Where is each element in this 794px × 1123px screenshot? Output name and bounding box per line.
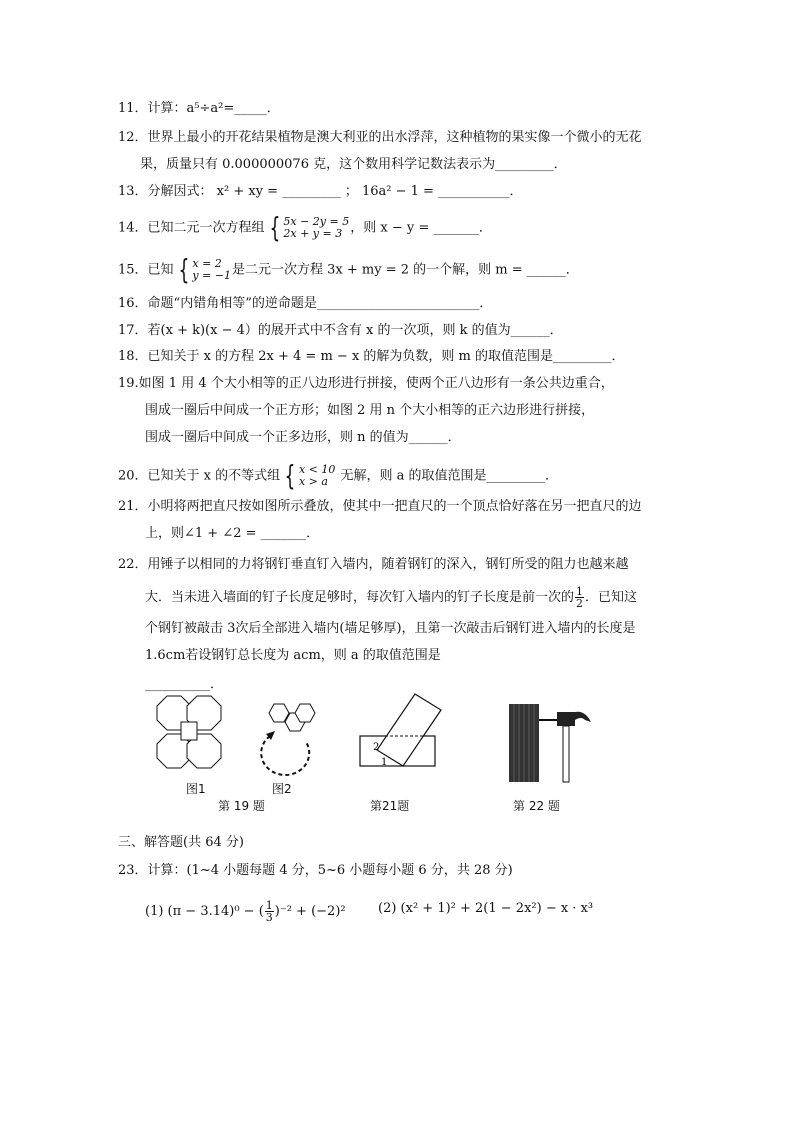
- question-22-line2-pre: 大．当未进入墙面的钉子长度足够时，每次钉入墙内的钉子长度是前一次的: [145, 590, 575, 605]
- question-14: [118, 211, 492, 244]
- question-14-pre: 14．已知二元一次方程组: [118, 220, 265, 236]
- question-16: 16．命题“内错角相等”的逆命题是_________________________．: [118, 296, 493, 311]
- question-20-post: 无解，则 a 的取值范围是_________．: [336, 468, 559, 484]
- system-row: x = 2: [192, 257, 222, 270]
- figure-22-hammer: [505, 700, 595, 785]
- question-20: [118, 459, 559, 492]
- question-13: 13．分解因式： x² + xy = _________ ； 16a² − 1 = ___________．: [118, 184, 523, 199]
- q23-1-post: )⁻² + (−2)²: [274, 904, 346, 919]
- figure-2-hexagons: [250, 698, 322, 778]
- question-15-post: 是二元一次方程 3x + my = 2 的一个解，则 m = ______．: [232, 262, 579, 278]
- question-12-line1: 12．世界上最小的开花结果植物是澳大利亚的出水浮萍，这种植物的果实像一个微小的无花: [118, 130, 642, 145]
- question-22-line2: [145, 586, 637, 609]
- fig1-caption: 图1: [186, 782, 206, 796]
- section-3-title: 三、解答题(共 64 分): [118, 835, 244, 850]
- question-21-line2: 上，则∠1 + ∠2 = _______．: [145, 526, 320, 541]
- figure-1-octagons: [150, 694, 240, 774]
- question-12-line2: 果，质量只有 0.000000076 克，这个数用科学记数法表示为_________．: [140, 157, 567, 172]
- question-22-line4: 1.6cm若设钢钉总长度为 acm，则 a 的取值范围是: [145, 648, 441, 663]
- hammer-handle: [563, 726, 569, 782]
- hammer-head: [557, 712, 575, 726]
- brace-icon: {: [269, 211, 280, 244]
- system-row: 5x − 2y = 5: [283, 215, 350, 228]
- question-22-line2-post: ．已知这: [585, 590, 638, 605]
- center-square: [181, 722, 197, 740]
- angle-2-label: 2: [373, 742, 380, 753]
- question-15: [118, 253, 579, 286]
- hexagon: [295, 704, 315, 722]
- question-14-post: ，则 x − y = _______．: [350, 220, 492, 236]
- q19-caption: 第 19 题: [218, 799, 265, 813]
- fraction-half: $\frac{1}{2}$: [576, 585, 584, 610]
- equation-system: [266, 211, 350, 244]
- question-19-line1: 19.如图 1 用 4 个大小相等的正八边形进行拼接，使两个正八边形有一条公共边重合，: [118, 376, 614, 391]
- q23-1-pre: (1) (π − 3.14)⁰ − (: [145, 904, 264, 919]
- question-21-line1: 21．小明将两把直尺按如图所示叠放，使其中一把直尺的一个顶点恰好落在另一把直尺的边: [118, 499, 642, 514]
- fig2-caption: 图2: [272, 782, 292, 796]
- q22-caption: 第 22 题: [513, 799, 560, 813]
- system-row: x > a: [298, 475, 328, 488]
- question-22-line3: 个钢钉被敲击 3次后全部进入墙内(墙足够厚)，且第一次敲击后钢钉进入墙内的长度是: [145, 621, 636, 636]
- fraction-third: $\frac{1}{3}$: [265, 899, 273, 924]
- question-15-pre: 15．已知: [118, 262, 174, 278]
- question-22-line5: __________．: [145, 677, 224, 692]
- question-18: 18．已知关于 x 的方程 2x + 4 = m − x 的解为负数，则 m 的取值范围是_________．: [118, 349, 625, 364]
- question-22-line1: 22．用锤子以相同的力将钢钉垂直钉入墙内，随着钢钉的深入，钢钉所受的阻力也越来越: [118, 557, 629, 572]
- brace-icon: {: [178, 253, 189, 286]
- hammer-claw: [575, 712, 591, 722]
- inequality-system: [281, 459, 336, 492]
- q21-caption: 第21题: [370, 799, 410, 813]
- question-20-pre: 20．已知关于 x 的不等式组: [118, 468, 281, 484]
- question-23-2: (2) (x² + 1)² + 2(1 − 2x²) − x · x³: [378, 901, 594, 916]
- question-11: 11．计算：a⁵÷a²=_____．: [118, 101, 280, 116]
- question-23-1: [145, 900, 346, 923]
- system-row: y = −1: [192, 269, 232, 282]
- system-row: x < 10: [298, 463, 336, 476]
- question-19-line2: 围成一圈后中间成一个正方形；如图 2 用 n 个大小相等的正六边形进行拼接，: [145, 403, 595, 418]
- dashed-arrow: [261, 736, 309, 775]
- brace-icon: {: [284, 459, 296, 492]
- angle-1-label: 1: [381, 757, 388, 768]
- solution-system: [175, 253, 232, 286]
- question-17: 17．若(x + k)(x − 4）的展开式中不含有 x 的一次项，则 k 的值为______．: [118, 323, 563, 338]
- figure-21-rulers: [355, 690, 455, 770]
- question-23: 23．计算：(1~4 小题每题 4 分，5~6 小题每小题 6 分，共 28 分): [118, 863, 513, 878]
- question-19-line3: 围成一圈后中间成一个正多边形，则 n 的值为______．: [145, 430, 461, 445]
- system-row: 2x + y = 3: [283, 227, 343, 240]
